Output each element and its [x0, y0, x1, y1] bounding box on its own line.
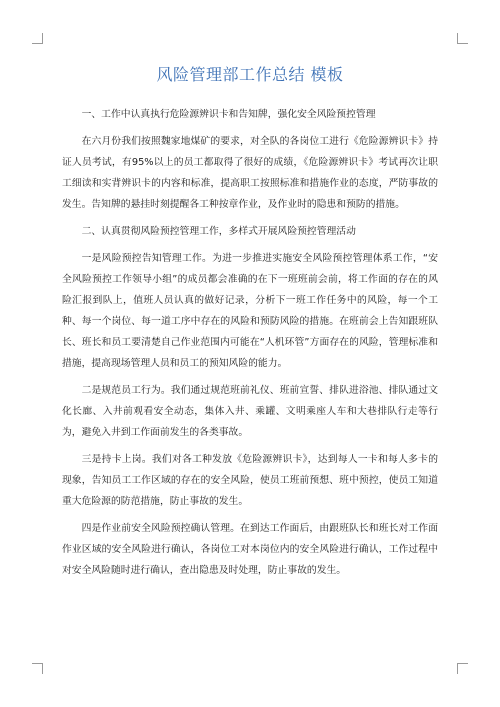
- section-heading-2: 二、认真贯彻风险预控管理工作，多样式开展风险预控管理活动: [81, 226, 356, 237]
- paragraph-2: 一是风险预控告知管理工作。为进一步推进实施安全风险预控管理体系工作，“安全风险预控工作领导小组”的成员都会准确的在下一班班前会前，将工作面的存在的风险汇报到队上，值班人员认真的做好记录，分析下一班工作任务中的风险，每一个工种、每一个岗位、每一道工序中存在的风险和预防风险的措施。在班前会上告知跟班队长、班长和员工要清楚自己作业范围内可能在“人机环管”方面存在的风险，管理标准和措施，提高现场管理人员和员工的预知风险的能力。: [62, 253, 438, 369]
- paragraph-1: 在六月份我们按照魏家地煤矿的要求，对全队的各岗位工进行《危险源辨识卡》持证人员考试，有95%以上的员工都取得了很好的成绩，《危险源辨识卡》考试再次让职工细读和实背辨识卡的内容和标准，提高职工按照标准和措施作业的态度，严防事故的发生。告知牌的悬挂时刻提醒各工种按章作业，及作业时的隐患和预防的措施。: [62, 136, 438, 210]
- paragraph-4: 三是持卡上岗。我们对各工种发放《危险源辨识卡》，达到每人一卡和每人多卡的现象，告知员工工作区域的存在的安全风险，使员工班前预想、班中预控，使员工知道重大危险源的防范措施，防止事故的发生。: [62, 454, 438, 507]
- document-body: [62, 104, 438, 587]
- crop-mark-top-right: [457, 33, 468, 44]
- document-title: 风险管理部工作总结 模板: [156, 65, 344, 84]
- crop-mark-bottom-left: [32, 663, 43, 674]
- paragraph-5: 四是作业前安全风险预控确认管理。在到达工作面后，由跟班队长和班长对工作面作业区域的安全风险进行确认，各岗位工对本岗位内的安全风险进行确认，工作过程中对安全风险随时进行确认，查出隐患及时处理，防止事故的发生。: [62, 523, 438, 576]
- crop-mark-bottom-right: [457, 663, 468, 674]
- crop-mark-top-left: [32, 33, 43, 44]
- section-heading-1: 一、工作中认真执行危险源辨识卡和告知牌，强化安全风险预控管理: [81, 109, 376, 120]
- paragraph-3: 二是规范员工行为。我们通过规范班前礼仪、班前宣誓、排队进浴池、排队通过文化长廊、入井前观看安全动态，集体入井、乘罐、文明乘座人车和大巷排队行走等行为，避免入井到工作面前发生的各类事故。: [62, 385, 438, 438]
